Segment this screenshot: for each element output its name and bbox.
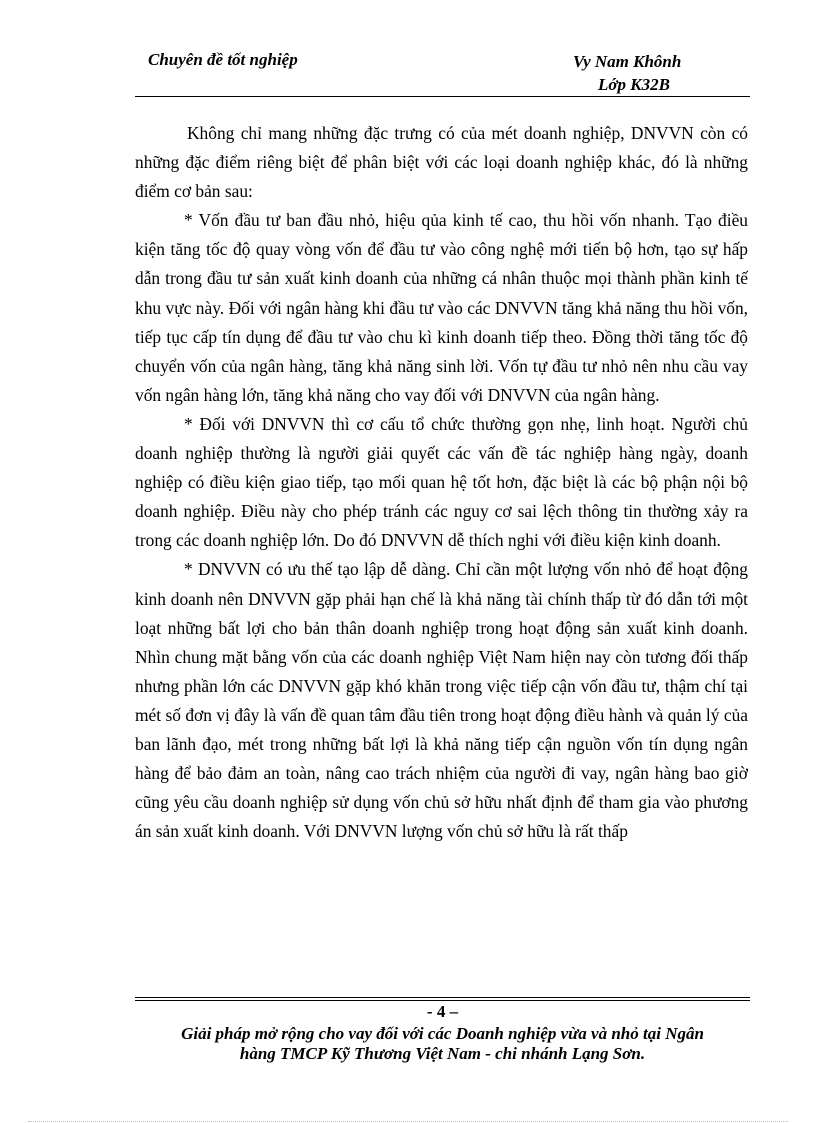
paragraph-intro: Không chỉ mang những đặc trưng có của mét doanh nghiệp, DNVVN còn có những đặc điểm riêng biệt để phân biệt với các loại doanh nghiệp khác, đó là những điểm cơ bản sau: bbox=[135, 123, 748, 202]
footer-title-line-1: Giải pháp mở rộng cho vay đối với các Doanh nghiệp vừa và nhỏ tại Ngân bbox=[181, 1024, 704, 1043]
page-edge-divider bbox=[28, 1121, 788, 1122]
footer-divider-bottom bbox=[135, 1000, 750, 1001]
paragraph-establishment: * DNVVN có ưu thế tạo lập dễ dàng. Chỉ cần một lượng vốn nhỏ để hoạt động kinh doanh nên DNVVN gặp phải hạn chế là khả năng tài chính thấp từ đó dẫn tới một loạt những bất lợi cho bản thân doanh nghiệp trong hoạt động sản xuất kinh doanh. Nhìn chung mặt bằng vốn của các doanh nghiệp Việt Nam hiện nay còn tương đối thấp nhưng phần lớn các DNVVN gặp khó khăn trong việc tiếp cận vốn đầu tư, thậm chí tại mét số đơn vị đây là vấn đề quan tâm đầu tiên trong hoạt động điều hành và quản lý của ban lãnh đạo, mét trong những bất lợi là khả năng tiếp cận nguồn vốn tín dụng ngân hàng để bảo đảm an toàn, nâng cao trách nhiệm của người đi vay, ngân hàng bao giờ cũng yêu cầu doanh nghiệp sử dụng vốn chủ sở hữu nhất định để tham gia vào phương án sản xuất kinh doanh. Với DNVVN lượng vốn chủ sở hữu là rất thấp bbox=[135, 559, 748, 842]
footer-thesis-title bbox=[135, 1024, 750, 1064]
paragraph-structure: * Đối với DNVVN thì cơ cấu tổ chức thường gọn nhẹ, linh hoạt. Người chủ doanh nghiệp thường là người giải quyết các vấn đề tác nghiệp hàng ngày, doanh nghiệp có điều kiện giao tiếp, tạo mối quan hệ tốt hơn, đặc biệt là các bộ phận nội bộ doanh nghiệp. Điều này cho phép tránh các nguy cơ sai lệch thông tin thường xảy ra trong các doanh nghiệp lớn. Do đó DNVVN dễ thích nghi với điều kiện kinh doanh. bbox=[135, 413, 748, 551]
paragraph-capital: * Vốn đầu tư ban đầu nhỏ, hiệu qủa kinh tế cao, thu hồi vốn nhanh. Tạo điều kiện tăng tốc độ quay vòng vốn để đầu tư vào công nghệ mới tiến bộ hơn, tạo sự hấp dẫn trong đầu tư sản xuất kinh doanh của những cá nhân thuộc mọi thành phần kinh tế khu vực này. Đối với ngân hàng khi đầu tư vào các DNVVN tăng khả năng thu hồi vốn, tiếp tục cấp tín dụng để đầu tư vào chu kì kinh doanh tiếp theo. Đồng thời tăng tốc độ chuyển vốn của ngân hàng, tăng khả năng sinh lời. Vốn tự đầu tư nhỏ nên nhu cầu vay vốn ngân hàng lớn, tăng khả năng cho vay đối với DNVVN của ngân hàng. bbox=[135, 210, 748, 405]
header-class: Lớp K32B bbox=[598, 75, 670, 94]
footer-title-line-2: hàng TMCP Kỹ Thương Việt Nam - chi nhánh Lạng Sơn. bbox=[239, 1044, 646, 1063]
header-author: Vy Nam Khônh bbox=[573, 52, 682, 71]
page-number: - 4 – bbox=[426, 1002, 459, 1021]
header-subject: Chuyên đề tốt nghiệp bbox=[148, 50, 298, 69]
footer-divider-top bbox=[135, 997, 750, 998]
body-text bbox=[135, 119, 748, 846]
header-divider bbox=[135, 96, 750, 97]
